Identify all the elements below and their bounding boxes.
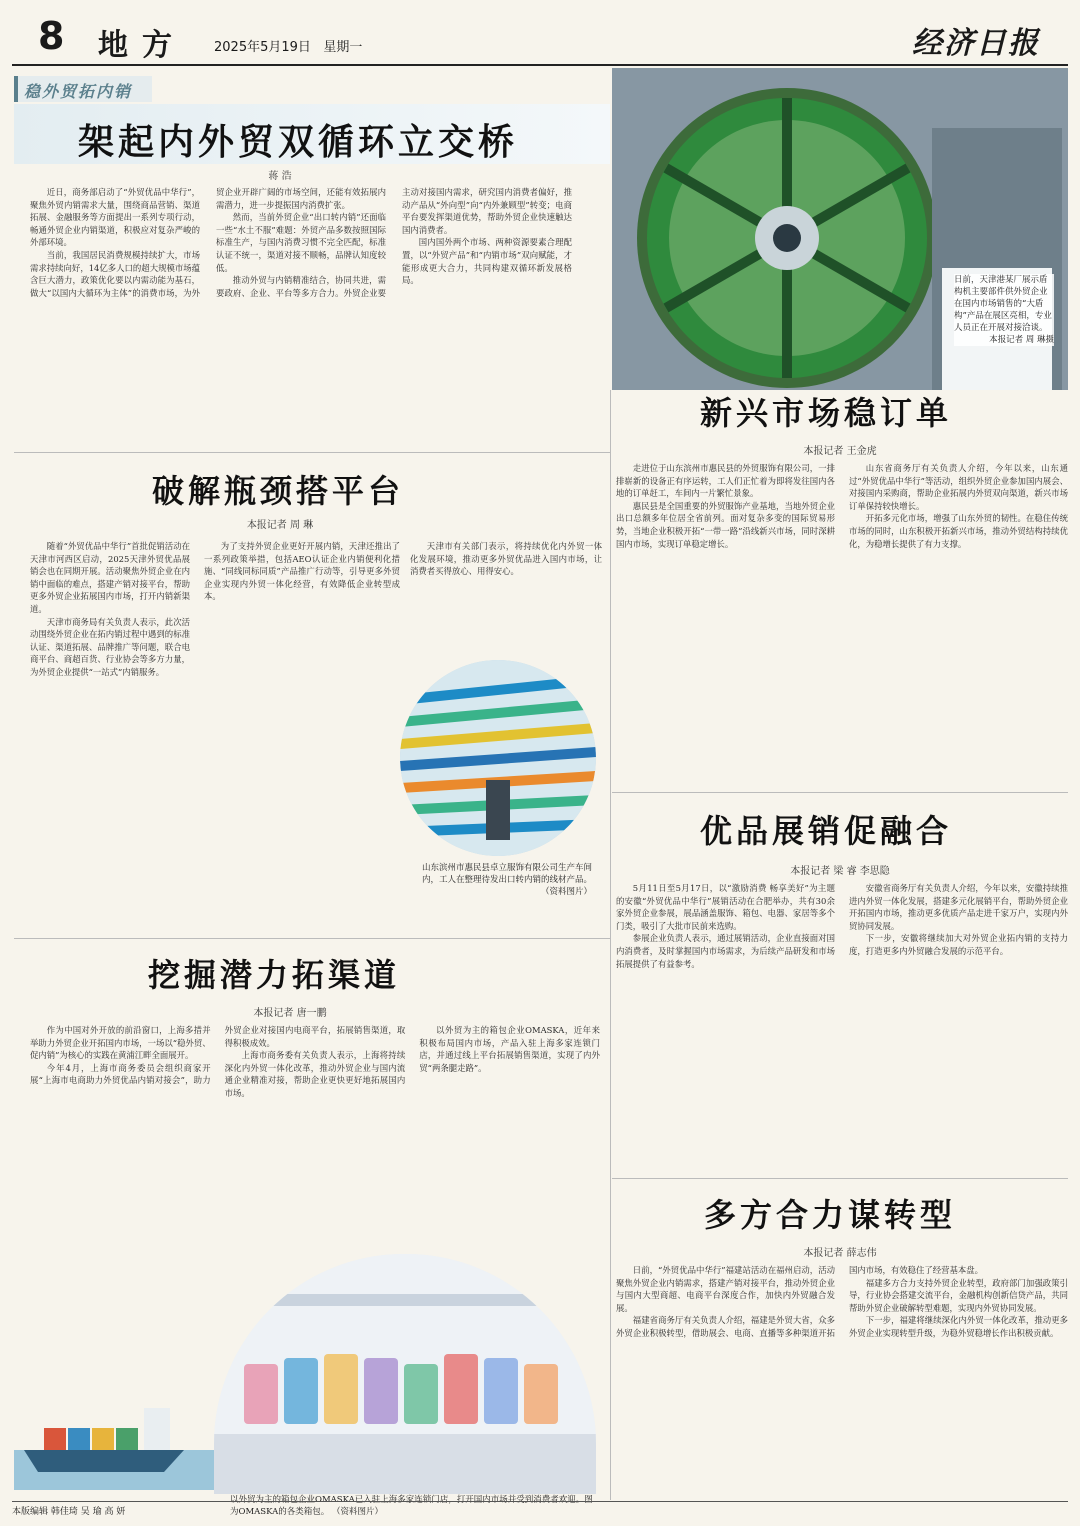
divider (14, 938, 610, 939)
breakthrough-paragraph: 天津市商务局有关负责人表示，此次活动围绕外贸企业在拓内销过程中遇到的标准认证、渠道拓展、品牌推广等问题，联合电商平台、商超百货、行业协会等多方力量，为外贸企业提供“一站式”内销服务。 (30, 616, 190, 677)
potential-paragraph: 今年4月，上海市商务委员会组织商家开展“上海市电商助力外贸优品内销对接会”，助力外贸企业对接国内电商平台，拓展销售渠道，取得积极成效。 (30, 1025, 406, 1086)
emerging-paragraph: 走进位于山东滨州市惠民县的外贸服饰有限公司，一排排崭新的设备正有序运转，工人们正忙着为即将发往国内各地的订单赶工，车间内一片繁忙景象。 (616, 463, 835, 499)
quality-paragraph: 安徽省商务厅有关负责人介绍，今年以来，安徽持续推进内外贸一体化发展，搭建多元化展销平台，帮助外贸企业开拓国内市场，推动更多优质产品走进千家万户，实现内外贸协同发展。 (849, 883, 1068, 931)
kicker-label: 稳外贸拓内销 (24, 82, 133, 101)
potential-byline: 本报记者 唐一鹏 (253, 1008, 327, 1019)
potential-paragraph: 作为中国对外开放的前沿窗口，上海多措并举助力外贸企业开拓国内市场，一场以“稳外贸、促内销”为核心的实践在黄浦江畔全面展开。 (30, 1025, 211, 1061)
lead-headline-block (14, 104, 610, 164)
page-number: 8 (38, 14, 65, 58)
cargo-ship-illustration (14, 1380, 214, 1490)
transform-body (616, 1264, 1068, 1500)
weekday: 星期一 (323, 40, 363, 55)
breakthrough-paragraph: 天津市有关部门表示，将持续优化内外贸一体化发展环境，推动更多外贸优品进入国内市场，让消费者买得放心、用得安心。 (410, 541, 602, 577)
divider (612, 1178, 1068, 1179)
breakthrough-headline: 破解瓶颈搭平台 (152, 472, 405, 510)
divider (14, 452, 610, 453)
lead-paragraph: 国内国外两个市场、两种资源要素合理配置，以“外贸产品”和“内销市场”双向赋能，才能形成更大合力，共同构建双循环新发展格局。 (402, 237, 572, 286)
emerging-paragraph: 惠民县是全国重要的外贸服饰产业基地，当地外贸企业出口总额多年位居全省前列。面对复杂多变的国际贸易形势，当地企业积极开拓“一带一路”沿线新兴市场，同时深耕国内市场，实现订单稳定增长。 (616, 500, 835, 549)
transform-paragraph: 下一步，福建将继续深化内外贸一体化改革，推动更多外贸企业实现转型升级，为稳外贸稳增长作出积极贡献。 (849, 1315, 1068, 1338)
lead-paragraph: 推动外贸与内销精准结合，协同共进，需要政府、企业、平台等多方合力。外贸企业要主动对接国内需求，研究国内消费者偏好，推动产品从“外向型”向“内外兼顾型”转变；电商平台要发挥渠道优势，帮助外贸企业快速触达国内消费者。 (216, 187, 572, 298)
tunnel-boring-machine-photo (612, 68, 1068, 390)
quality-body (616, 882, 1068, 1174)
yarn-factory-photo (400, 660, 596, 856)
lead-paragraph: 近日，商务部启动了“外贸优品中华行”，聚焦外贸内销需求大量，围绕商品营销、渠道拓展、金融服务等方面提出一系列专项行动，畅通外贸企业内销渠道，积极应对复杂严峻的外部环境。 (30, 187, 200, 248)
issue-date (214, 36, 362, 55)
emerging-paragraph: 山东省商务厅有关负责人介绍，今年以来，山东通过“外贸优品中华行”等活动，组织外贸企业参加国内展会、对接国内采购商，帮助企业拓展内外贸双向渠道，新兴市场订单保持较快增长。 (849, 463, 1068, 511)
quality-headline: 优品展销促融合 (700, 812, 953, 850)
lead-byline: 蒋 浩 (268, 171, 292, 182)
breakthrough-paragraph: 随着“外贸优品中华行”首批促销活动在天津市河西区启动，2025天津外贸优品展销会也在同期开展。活动聚焦外贸企业在内销中面临的难点，搭建产销对接平台，帮助更多外贸企业拓展国内市场，打开内销新渠道。 (30, 541, 190, 614)
transform-paragraph: 日前，“外贸优品中华行”福建站活动在福州启动，活动聚焦外贸企业内销需求，搭建产销对接平台，推动外贸企业与国内大型商超、电商平台深度合作，加快内外贸融合发展。 (616, 1265, 835, 1313)
potential-body (30, 1024, 600, 1254)
quality-paragraph: 5月11日至5月17日，以“激励消费 畅享美好”为主题的安徽“外贸优品中华行”展销活动在合肥举办，共有30余家外贸企业参展，展品涵盖服饰、箱包、电器、家居等多个门类，吸引了大批市民前来选购。 (616, 883, 835, 931)
section-kicker (14, 76, 152, 102)
middle-caption (422, 862, 592, 898)
editor-credits: 本版编辑 韩佳琦 吴 瑜 高 妍 (12, 1501, 1068, 1518)
divider (612, 792, 1068, 793)
breakthrough-byline: 本报记者 周 琳 (246, 520, 314, 531)
caption-text: 日前，天津港某厂展示盾构机主要部件供外贸企业在国内市场销售的“大盾构”产品在展区亮相，专业人员正在开展对接洽谈。 (954, 275, 1052, 333)
lead-paragraph: 然而，当前外贸企业“出口转内销”还面临一些“水土不服”难题：外贸产品多数按照国际标准生产，与国内消费习惯不完全匹配，标准认证不统一，渠道对接不顺畅，品牌认知度较低。 (216, 212, 386, 273)
potential-paragraph: 以外贸为主的箱包企业OMASKA，近年来积极布局国内市场，产品入驻上海多家连锁门店，并通过线上平台拓展销售渠道，实现了内外贸“两条腿走路”。 (419, 1025, 600, 1073)
emerging-byline: 本报记者 王金虎 (803, 446, 877, 457)
caption-text: 山东滨州市惠民县卓立服饰有限公司生产车间内，工人在整理待发出口转内销的线材产品。 (422, 863, 593, 885)
breakthrough-body (30, 540, 190, 930)
caption-credit: 本报记者 周 琳摄 (989, 335, 1054, 345)
breakthrough-body-3 (410, 540, 602, 660)
quality-paragraph: 下一步，安徽将继续加大对外贸企业拓内销的支持力度，打造更多内外贸融合发展的示范平台。 (849, 933, 1068, 956)
column-divider (610, 390, 611, 1500)
emerging-body (616, 462, 1068, 782)
caption-text: 以外贸为主的箱包企业OMASKA已入驻上海多家连锁门店，打开国内市场并受到消费者欢迎。图为OMASKA的各类箱包。 (230, 1495, 593, 1517)
luggage-store-photo (214, 1254, 596, 1494)
lead-paragraph: 当前，我国居民消费规模持续扩大，市场需求持续向好，14亿多人口的超大规模市场蕴含巨大潜力，政策优化要以内需动能为基石，做大“以国内大循环为主体”的消费市场，为外贸企业开辟广阔的市场空间，还能有效拓展内需潜力，进一步提振国内消费扩张。 (30, 187, 386, 298)
top-right-caption (954, 274, 1054, 346)
quality-byline: 本报记者 梁 睿 李思隐 (790, 866, 890, 877)
section-name: 地方 (98, 28, 186, 63)
emerging-headline: 新兴市场稳订单 (700, 394, 953, 432)
paper-logo: 经济日报 (912, 26, 1040, 61)
lead-headline: 架起内外贸双循环立交桥 (78, 121, 519, 163)
transform-headline: 多方合力谋转型 (704, 1196, 957, 1234)
transform-byline: 本报记者 薛志伟 (803, 1248, 877, 1259)
quality-paragraph: 参展企业负责人表示，通过展销活动，企业直接面对国内消费者，及时掌握国内市场需求，为后续产品研发和市场拓展提供了有益参考。 (616, 933, 835, 969)
caption-credit: （资料图片） (331, 1507, 383, 1517)
emerging-paragraph: 开拓多元化市场，增强了山东外贸的韧性。在稳住传统市场的同时，山东积极开拓新兴市场，推动外贸结构持续优化，为稳增长提供了有力支撑。 (849, 513, 1068, 549)
masthead-rule (12, 64, 1068, 66)
breakthrough-body-2 (204, 540, 400, 660)
breakthrough-paragraph: 为了支持外贸企业更好开展内销，天津还推出了一系列政策举措，包括AEO认证企业内销便利化措施、“同线同标同质”产品推广行动等，引导更多外贸企业实现内外贸一体化经营，有效降低企业转型成本。 (204, 541, 400, 602)
caption-credit: （资料图片） (540, 887, 592, 897)
potential-headline: 挖掘潜力拓渠道 (148, 956, 401, 994)
transform-paragraph: 福建多方合力支持外贸企业转型，政府部门加强政策引导，行业协会搭建交流平台，金融机构创新信贷产品，共同帮助外贸企业破解转型难题，实现内外贸协同发展。 (849, 1277, 1068, 1313)
potential-paragraph: 上海市商务委有关负责人表示，上海将持续深化内外贸一体化改革，推动外贸企业与国内流通企业精准对接，帮助企业更快更好地拓展国内市场。 (224, 1050, 406, 1098)
transform-paragraph: 福建省商务厅有关负责人介绍，福建是外贸大省，众多外贸企业积极转型，借助展会、电商、直播等多种渠道开拓国内市场，有效稳住了经营基本盘。 (616, 1265, 983, 1338)
date: 2025年5月19日 (214, 40, 311, 55)
lead-body (30, 186, 572, 442)
